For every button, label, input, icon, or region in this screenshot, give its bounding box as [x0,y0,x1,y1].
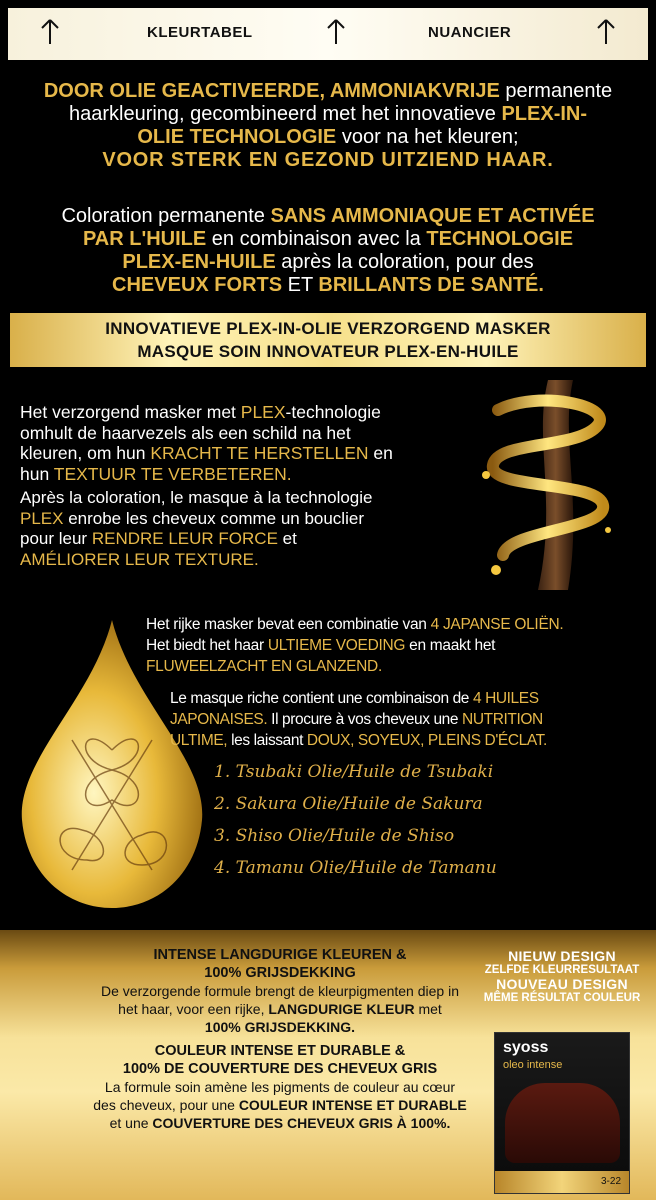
claim-heading-nl: 100% GRIJSDEKKING [204,965,356,981]
mask-fr-highlight: AMÉLIORER LEUR TEXTURE. [20,549,259,569]
intro-fr [16,205,640,297]
oil-list-item: 3. Shiso Olie/Huile de Shiso [214,826,455,846]
mask-fr-text: et [277,529,297,548]
intro-nl-text: permanente [499,80,613,102]
intro-nl-highlight: OLIE TECHNOLOGIE [137,126,337,148]
product-brand: syoss [503,1039,549,1056]
new-design-sub-nl: ZELFDE KLEURRESULTAAT [484,964,640,976]
product-box-image [494,1032,630,1194]
mask-fr-highlight: RENDRE LEUR FORCE [91,529,278,548]
intro-fr-highlight: CHEVEUX FORTS [112,274,283,296]
mask-nl-text: hun [20,463,54,484]
intro-fr-text: après la coloration, pour des [275,251,534,273]
new-design-title-nl: NIEUW DESIGN [508,948,616,964]
mask-nl-text: Het verzorgend masker met [20,402,241,422]
mask-fr-highlight: PLEX [20,508,64,528]
oils-fr-highlight: ULTIME, [170,732,228,749]
mask-title-fr: MASQUE SOIN INNOVATEUR PLEX-EN-HUILE [137,342,519,361]
oils-fr-highlight: NUTRITION [462,711,543,728]
claim-heading-fr: COULEUR INTENSE ET DURABLE & [154,1043,406,1059]
oils-fr-text: Il procure à vos cheveux une [267,711,463,728]
mask-nl-text: -technologie [285,402,381,422]
oil-list-item: 1. Tsubaki Olie/Huile de Tsubaki [214,762,494,782]
claim-text-fr: et une [109,1115,153,1131]
claim-text-nl: het haar, voor een rijke, [118,1001,269,1017]
hair-curl-illustration [478,380,618,590]
oils-nl-text: en maakt het [405,637,496,654]
intro-fr-highlight: PAR L'HUILE [82,228,207,250]
oils-fr-text [170,688,642,751]
claim-highlight-fr: COUVERTURE DES CHEVEUX GRIS À 100%. [152,1115,451,1131]
claim-text-nl: De verzorgende formule brengt de kleurpigmenten diep in [101,983,459,999]
oils-fr-text: les laissant [227,732,307,749]
intro-fr-text: Coloration permanente [61,205,271,227]
claim-text-nl: met [414,1001,442,1017]
oils-nl-highlight: 4 JAPANSE OLIËN. [430,616,564,633]
mask-title-band [10,313,646,367]
product-line: oleo intense [503,1059,563,1071]
mask-nl-text: kleuren, om hun [20,443,151,463]
top-bar [8,8,648,60]
oils-fr-highlight: JAPONAISES. [170,711,268,728]
intro-nl [16,80,640,172]
mask-nl-highlight: TEXTUUR TE VERBETEREN. [53,463,292,484]
oils-nl-highlight: FLUWEELZACHT EN GLANZEND. [146,658,382,675]
oils-nl-text: Het biedt het haar [146,637,268,654]
hair-swatch [505,1083,620,1163]
mask-fr-text: pour leur [20,529,92,548]
intro-nl-text: haarkleuring, gecombineerd met het innovatieve [68,103,502,125]
intro-fr-text: ET [282,274,319,296]
oils-fr-highlight: DOUX, SOYEUX, PLEINS D'ÉCLAT. [306,732,547,749]
intro-nl-highlight: PLEX-IN- [501,103,588,125]
intro-fr-text: en combinaison avec la [206,228,427,250]
mask-nl-highlight: KRACHT TE HERSTELLEN [150,443,369,463]
nuancier-label: NUANCIER [428,24,512,41]
intro-nl-claim: VOOR STERK EN GEZOND UITZIEND HAAR. [102,149,554,171]
oil-list-item: 2. Sakura Olie/Huile de Sakura [214,794,483,814]
oils-fr-text: Le masque riche contient une combinaison de [170,690,473,707]
oils-nl-text [146,614,642,677]
mask-fr-text: Après la coloration, le masque à la technologie [20,488,373,507]
arrow-up-icon [38,18,62,46]
oils-nl-highlight: ULTIEME VOEDING [267,637,406,654]
kleurtabel-label: KLEURTABEL [147,24,253,41]
mask-title-nl: INNOVATIEVE PLEX-IN-OLIE VERZORGEND MASKER [105,319,551,338]
oils-fr-highlight: 4 HUILES [472,690,539,707]
arrow-up-icon [594,18,618,46]
intro-nl-text: voor na het kleuren; [336,126,519,148]
new-design-sub-fr: MÊME RÉSULTAT COULEUR [483,992,641,1004]
mask-nl-text: omhult de haarvezels als een schild na het [20,422,351,443]
oils-nl-text: Het rijke masker bevat een combinatie van [146,616,431,633]
new-design-note [478,948,646,1004]
new-design-title-fr: NOUVEAU DESIGN [496,976,628,992]
color-claims [80,946,480,1132]
mask-nl-highlight: PLEX [240,402,286,422]
oil-list-item: 4. Tamanu Olie/Huile de Tamanu [214,858,497,878]
claim-heading-nl: INTENSE LANGDURIGE KLEUREN & [153,947,407,963]
claim-highlight-nl: LANGDURIGE KLEUR [268,1001,415,1017]
mask-nl-text [20,402,468,484]
mask-nl-text: en [368,443,393,463]
arrow-up-icon [324,18,348,46]
claim-highlight-fr: COULEUR INTENSE ET DURABLE [238,1097,467,1113]
mask-fr-text [20,488,468,570]
claim-text-fr: La formule soin amène les pigments de couleur au cœur [104,1079,456,1095]
intro-fr-highlight: SANS AMMONIAQUE ET ACTIVÉE [270,205,595,227]
claim-heading-fr: 100% DE COUVERTURE DES CHEVEUX GRIS [122,1061,438,1077]
mask-fr-text: enrobe les cheveux comme un bouclier [63,508,364,528]
intro-fr-highlight: PLEX-EN-HUILE [122,251,276,273]
intro-nl-highlight: DOOR OLIE GEACTIVEERDE, AMMONIAKVRIJE [43,80,500,102]
claim-highlight-nl: 100% GRIJSDEKKING. [204,1019,356,1035]
intro-fr-highlight: TECHNOLOGIE [426,228,574,250]
claim-text-fr: des cheveux, pour une [93,1097,239,1113]
intro-fr-highlight: BRILLANTS DE SANTÉ. [318,274,544,296]
product-shade: 3-22 [495,1171,629,1193]
